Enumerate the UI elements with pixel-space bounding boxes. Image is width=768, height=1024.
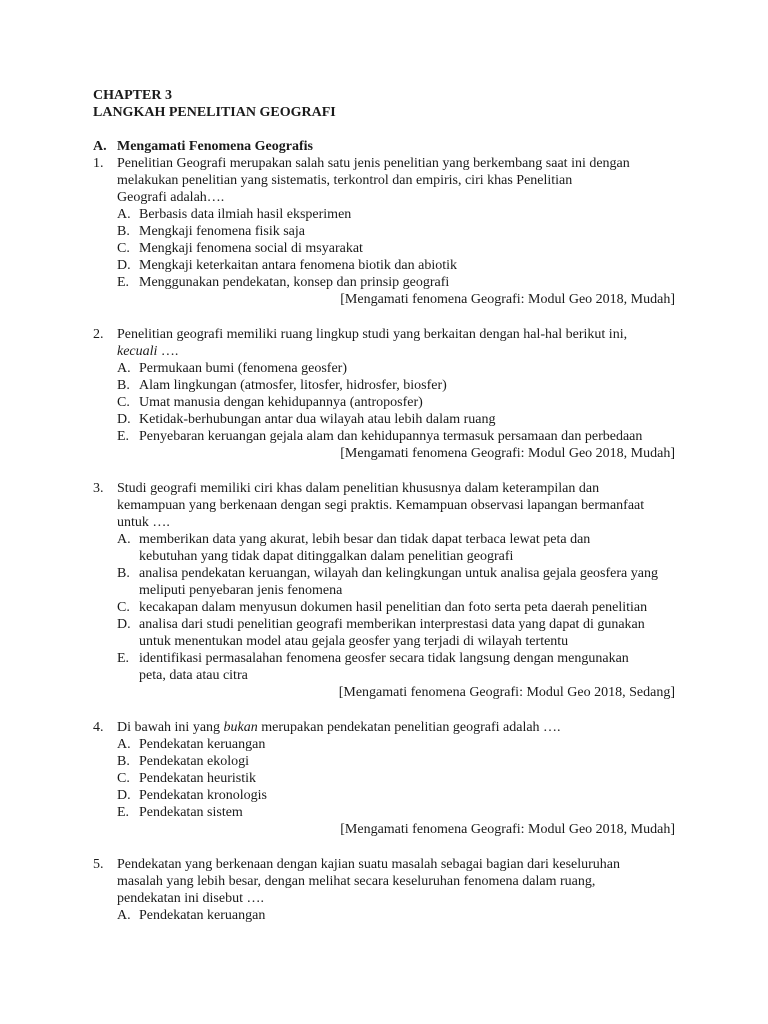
option-text-line: untuk menentukan model atau gejala geosfer yang terjadi di wilayah tertentu (139, 634, 569, 649)
question-4 (93, 719, 675, 838)
option-letter: A. (117, 207, 131, 222)
option-text-line: kebutuhan yang tidak dapat ditinggalkan dalam penelitian geografi (139, 549, 514, 564)
option-text-line: identifikasi permasalahan fenomena geosfer secara tidak langsung dengan mengunakan (139, 651, 629, 666)
question-5 (93, 856, 675, 924)
option-letter: D. (117, 258, 131, 273)
question-number: 4. (93, 720, 104, 735)
option-text-line: Pendekatan keruangan (139, 737, 266, 752)
question-text-line (117, 719, 675, 736)
question-text-line: Pendekatan yang berkenaan dengan kajian suatu masalah sebagai bagian dari keseluruhan (117, 857, 621, 872)
question-text-line: Studi geografi memiliki ciri khas dalam penelitian khususnya dalam keterampilan dan (117, 481, 600, 496)
answer-option (93, 257, 675, 274)
question-text-line (117, 343, 675, 360)
option-letter: B. (117, 754, 130, 769)
option-letter: D. (117, 412, 131, 427)
option-text-line: Pendekatan heuristik (139, 771, 257, 786)
question-text-line: Penelitian Geografi merupakan salah satu jenis penelitian yang berkembang saat ini dengan (117, 156, 630, 171)
section-letter: A. (93, 139, 107, 154)
option-text-line: Permukaan bumi (fenomena geosfer) (139, 361, 347, 376)
question-stem (93, 856, 675, 907)
section-heading (93, 138, 675, 155)
option-letter: C. (117, 771, 130, 786)
option-text-line: Alam lingkungan (atmosfer, litosfer, hidrosfer, biosfer) (139, 378, 447, 393)
question-text-line: Geografi adalah…. (117, 190, 225, 205)
answer-option (93, 377, 675, 394)
emphasis-text: kecuali (117, 344, 158, 359)
option-letter: E. (117, 651, 130, 666)
option-letter: B. (117, 224, 130, 239)
document-page (93, 87, 675, 942)
option-letter: E. (117, 275, 130, 290)
answer-option (93, 736, 675, 753)
question-text-line: untuk …. (117, 515, 170, 530)
option-letter: A. (117, 737, 131, 752)
option-letter: C. (117, 395, 130, 410)
question-list (93, 155, 675, 924)
question-number: 3. (93, 481, 104, 496)
question-stem (93, 155, 675, 206)
answer-option (93, 804, 675, 821)
question-number: 2. (93, 327, 104, 342)
question-text-prefix: Di bawah ini yang (117, 720, 224, 735)
option-text-line: Pendekatan sistem (139, 805, 243, 820)
question-stem (93, 480, 675, 531)
question-1 (93, 155, 675, 308)
option-text-line: meliputi penyebaran jenis fenomena (139, 583, 343, 598)
option-text-line: Mengkaji fenomena fisik saja (139, 224, 306, 239)
answer-option (93, 599, 675, 616)
answer-option (93, 650, 675, 684)
option-text-line: Pendekatan ekologi (139, 754, 250, 769)
answer-option (93, 360, 675, 377)
answer-option (93, 240, 675, 257)
option-text-line: Mengkaji keterkaitan antara fenomena biotik dan abiotik (139, 258, 457, 273)
question-number: 5. (93, 857, 104, 872)
option-letter: B. (117, 566, 130, 581)
answer-option (93, 753, 675, 770)
option-text-line: Pendekatan kronologis (139, 788, 267, 803)
option-text-line: Berbasis data ilmiah hasil eksperimen (139, 207, 352, 222)
answer-option (93, 223, 675, 240)
emphasis-text: bukan (223, 720, 258, 735)
answer-option (93, 274, 675, 291)
answer-option (93, 907, 675, 924)
answer-option (93, 616, 675, 650)
option-text-line: kecakapan dalam menyusun dokumen hasil penelitian dan foto serta peta daerah penelitian (139, 600, 648, 615)
option-letter: D. (117, 617, 131, 632)
question-3 (93, 480, 675, 701)
option-letter: C. (117, 600, 130, 615)
option-letter: B. (117, 378, 130, 393)
answer-option (93, 394, 675, 411)
option-letter: E. (117, 805, 130, 820)
question-text-line: masalah yang lebih besar, dengan melihat secara keseluruhan fenomena dalam ruang, (117, 874, 596, 889)
question-source: [Mengamati fenomena Geografi: Modul Geo 2018, Sedang] (338, 685, 675, 700)
option-letter: E. (117, 429, 130, 444)
option-text-line: Pendekatan keruangan (139, 908, 266, 923)
question-source: [Mengamati fenomena Geografi: Modul Geo 2018, Mudah] (340, 446, 675, 461)
option-text-line: Ketidak-berhubungan antar dua wilayah atau lebih dalam ruang (139, 412, 496, 427)
chapter-label: CHAPTER 3 (93, 88, 172, 103)
answer-option (93, 531, 675, 565)
option-text-line: Umat manusia dengan kehidupannya (antroposfer) (139, 395, 423, 410)
question-text-line: kemampuan yang berkenaan dengan segi praktis. Kemampuan observasi lapangan bermanfaat (117, 498, 645, 513)
option-text-line: Mengkaji fenomena social di msyarakat (139, 241, 363, 256)
option-letter: C. (117, 241, 130, 256)
option-letter: A. (117, 908, 131, 923)
option-text-line: Penyebaran keruangan gejala alam dan kehidupannya termasuk persamaan dan perbedaan (139, 429, 643, 444)
option-text-line: peta, data atau citra (139, 668, 248, 683)
chapter-title: LANGKAH PENELITIAN GEOGRAFI (93, 105, 336, 120)
option-letter: A. (117, 361, 131, 376)
option-text-line: Menggunakan pendekatan, konsep dan prinsip geografi (139, 275, 450, 290)
answer-option (93, 565, 675, 599)
question-number: 1. (93, 156, 104, 171)
question-stem (93, 719, 675, 736)
option-text-line: analisa pendekatan keruangan, wilayah dan kelingkungan untuk analisa gejala geosfera yang (139, 566, 658, 581)
section-label: Mengamati Fenomena Geografis (117, 139, 313, 154)
question-source: [Mengamati fenomena Geografi: Modul Geo 2018, Mudah] (340, 292, 675, 307)
answer-option (93, 411, 675, 428)
option-text-line: memberikan data yang akurat, lebih besar dan tidak dapat terbaca lewat peta dan (139, 532, 591, 547)
answer-option (93, 206, 675, 223)
question-text-line: Penelitian geografi memiliki ruang lingkup studi yang berkaitan dengan hal-hal berikut ini, (117, 327, 628, 342)
question-2 (93, 326, 675, 462)
answer-option (93, 787, 675, 804)
question-source: [Mengamati fenomena Geografi: Modul Geo 2018, Mudah] (340, 822, 675, 837)
answer-option (93, 428, 675, 445)
answer-option (93, 770, 675, 787)
option-text-line: analisa dari studi penelitian geografi memberikan interprestasi data yang dapat di gunakan (139, 617, 645, 632)
question-text-line: melakukan penelitian yang sistematis, terkontrol dan empiris, ciri khas Penelitian (117, 173, 573, 188)
question-stem (93, 326, 675, 360)
question-text-suffix: merupakan pendekatan penelitian geografi adalah …. (257, 720, 561, 735)
option-letter: D. (117, 788, 131, 803)
question-text-suffix: …. (157, 344, 179, 359)
question-text-line: pendekatan ini disebut …. (117, 891, 264, 906)
option-letter: A. (117, 532, 131, 547)
